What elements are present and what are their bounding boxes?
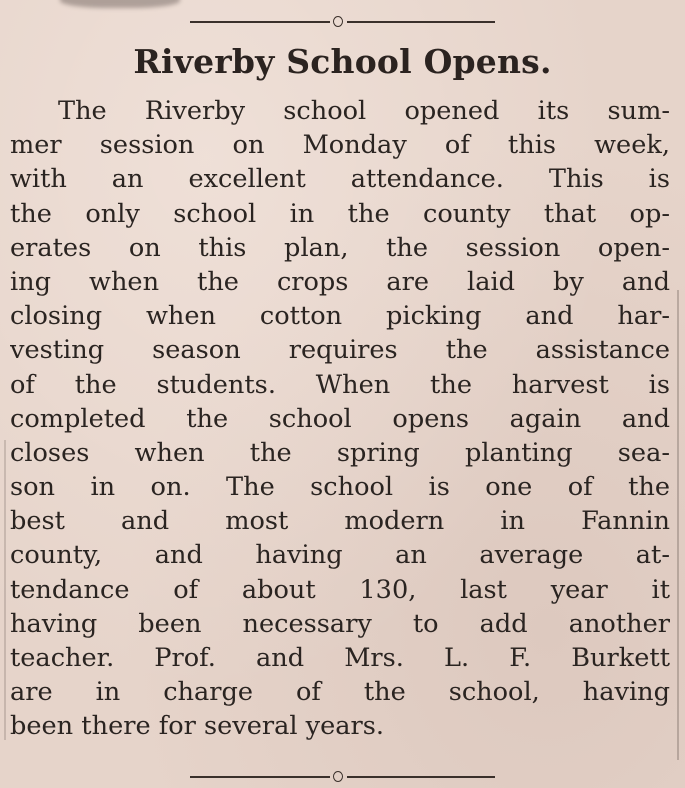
bottom-ornament-divider [190,771,495,783]
article-line: The Riverby school opened its sum- [58,96,670,126]
divider-rule-right [347,776,495,778]
article-line: best and most modern in Fannin [10,506,670,537]
article-body [10,94,670,744]
article-line: the only school in the county that op- [10,198,670,229]
top-ornament-divider [190,16,495,28]
article-line: teacher. Prof. and Mrs. L. F. Burkett [10,643,670,673]
column-rule-right [677,290,679,760]
article-line: mer session on Monday of this week, [10,130,670,161]
article-line: ing when the crops are laid by and [10,266,670,297]
divider-rule-left [190,21,330,23]
article-line: county, and having an average at- [10,540,670,571]
article-line: tendance of about 130, last year it [10,574,670,605]
article-line: having been necessary to add another [10,608,670,639]
article-line: son in on. The school is one of the [10,472,670,503]
article-line: are in charge of the school, having [10,677,670,708]
article-line: erates on this plan, the session open- [10,232,670,263]
article-line: closes when the spring planting sea- [10,437,670,468]
divider-rule-left [190,776,330,778]
article-line: closing when cotton picking and har- [10,301,670,332]
article-line: of the students. When the harvest is [10,369,670,400]
divider-circle-ornament [333,771,343,782]
article-headline: Riverby School Opens. [133,42,552,81]
article-line: been there for several years. [10,711,385,742]
divider-circle-ornament [333,16,343,27]
column-rule-left [4,440,6,740]
article-line: with an excellent attendance. This is [10,164,670,195]
article-line: completed the school opens again and [10,403,670,434]
ink-smudge [60,0,180,8]
article-line: vesting season requires the assistance [10,335,670,366]
divider-rule-right [347,21,495,23]
